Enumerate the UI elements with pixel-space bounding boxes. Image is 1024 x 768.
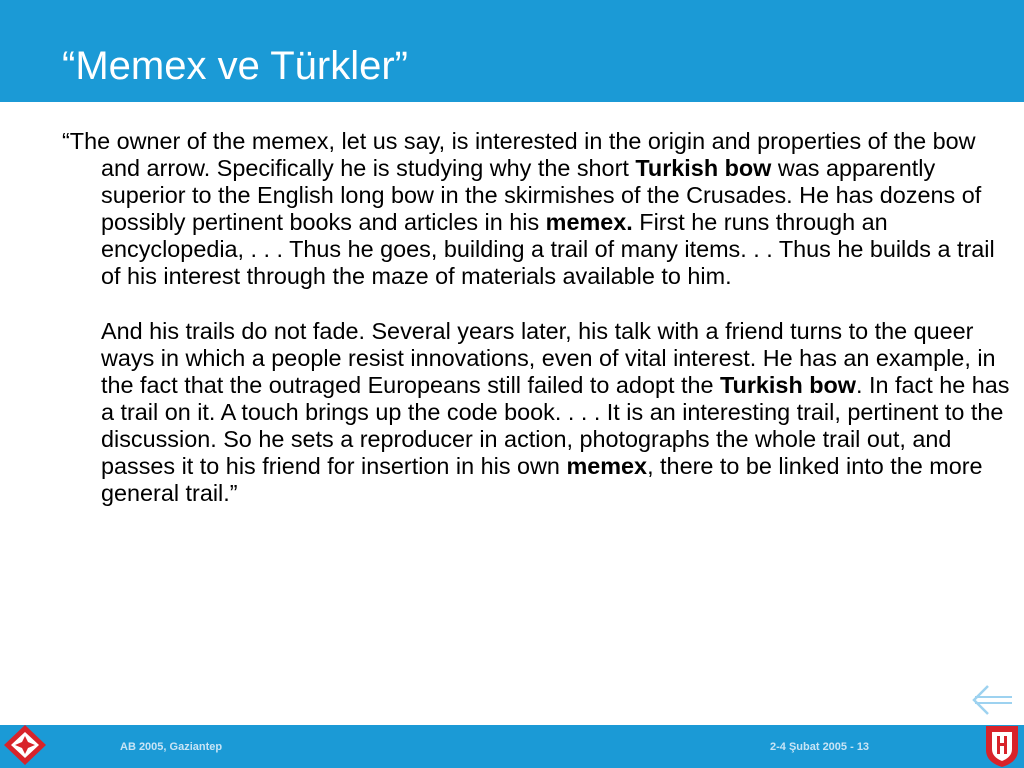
text-run: And his trails do not fade. Several years later, his talk with a friend turns to the queer ways in which a people resist innovations, even of vital interest. He has an example, in the fact that the outraged Europeans still failed to adopt the	[101, 317, 996, 398]
bold-term: Turkish bow	[635, 155, 772, 182]
text-run: . In fact he has a trail on it. A touch brings up the code book. . . . It is an interesting trail, pertinent to the discussion. So he sets a reproducer in action, photographs the whole trail out, and passes it to his friend for insertion in his own	[101, 371, 1010, 480]
footer-date-page: 2-4 Şubat 2005 - 13	[770, 741, 870, 753]
red-star-logo-icon	[2, 724, 48, 766]
quote-paragraph-2	[62, 318, 1014, 508]
text-run: , there to be linked into the more general trail.”	[101, 453, 983, 507]
bold-term: Turkish bow	[719, 371, 856, 398]
bold-term: memex	[566, 453, 648, 480]
text-run: was apparently superior to the English long bow in the skirmishes of the Crusades. He has dozens of possibly pertinent books and articles in his	[101, 155, 982, 236]
slide-content	[62, 128, 1014, 507]
text-run: “The owner of the memex, let us say, is interested in the origin and properties of the bow and arrow. Specifically he is studying why the short	[62, 128, 976, 182]
quote-paragraph-1	[62, 128, 1014, 291]
text-run: First he runs through an encyclopedia, . . . Thus he goes, building a trail of many items. . . Thus he builds a trail of his interest through the maze of materials available to him.	[101, 209, 995, 290]
university-logo-icon	[982, 724, 1022, 768]
footer-event: AB 2005, Gaziantep	[120, 741, 223, 753]
bold-term: memex.	[545, 209, 633, 236]
slide-title: “Memex ve Türkler”	[62, 44, 408, 88]
back-arrow-icon[interactable]	[966, 680, 1014, 720]
